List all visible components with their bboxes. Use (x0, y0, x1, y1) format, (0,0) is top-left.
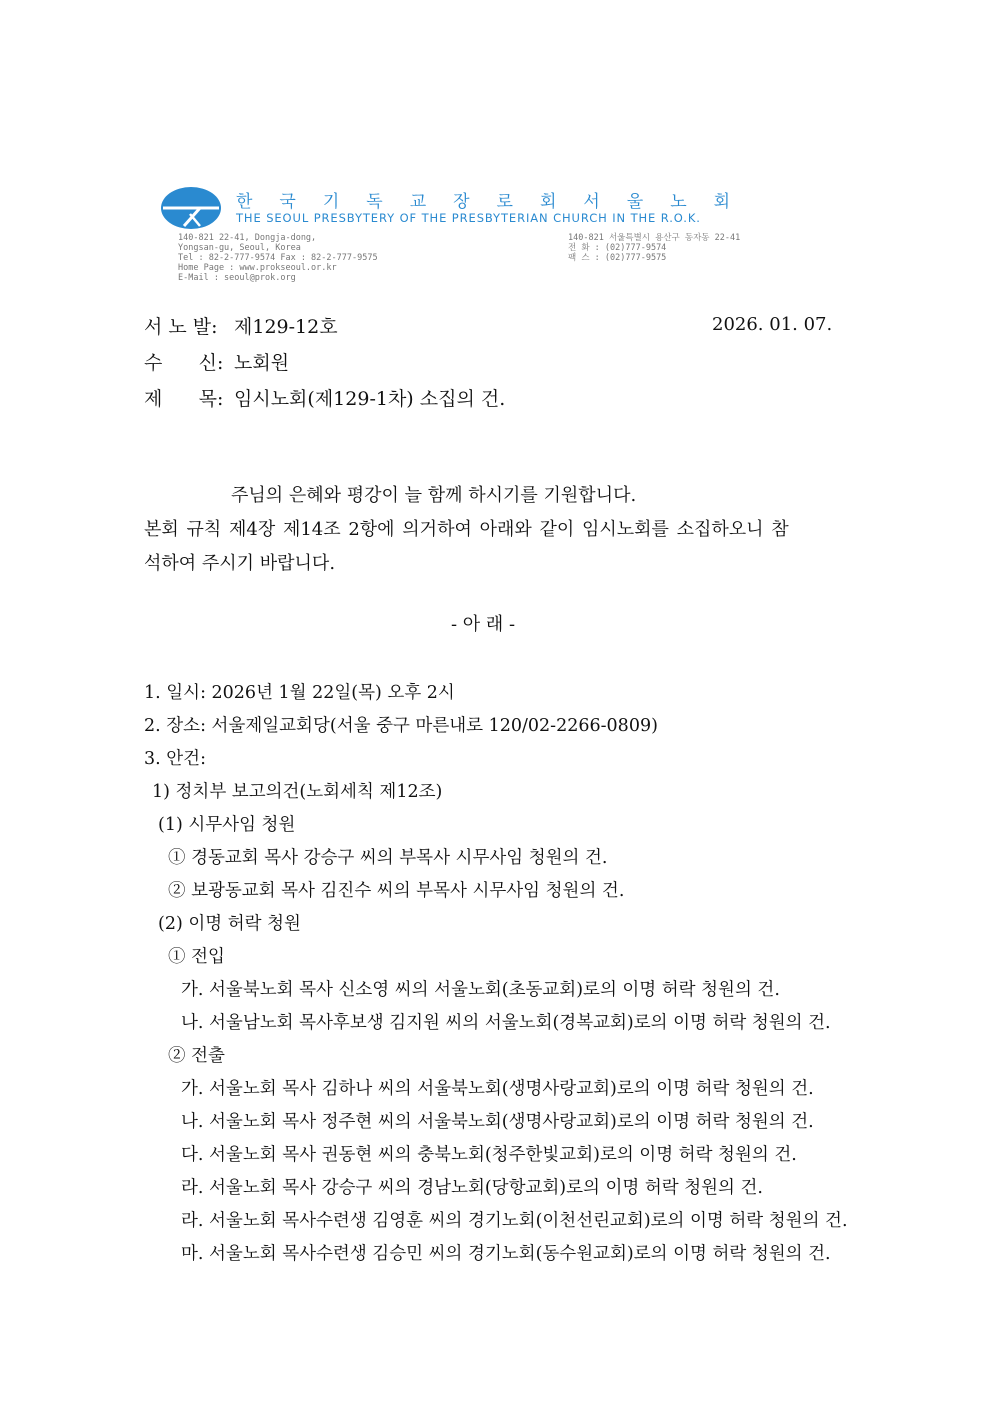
document-number-label: 서 노 발: (144, 316, 218, 338)
list-item: 1) 정치부 보고의건(노회세칙 제12조) (152, 782, 443, 802)
recipient-label: 수 신: (144, 352, 224, 374)
subject-line (144, 384, 505, 411)
list-item: 2. 장소: 서울제일교회당(서울 중구 마른내로 120/02-2266-0809) (144, 716, 658, 736)
body-line-1: 본회 규칙 제4장 제14조 2항에 의거하여 아래와 같이 임시노회를 소집하오니 참 (144, 519, 789, 540)
list-item: ② 전출 (168, 1046, 225, 1066)
address-line: 140-821 22-41, Dongja-dong, (178, 233, 317, 243)
address-line: 팩 스 : (02)777-9575 (568, 253, 667, 263)
list-item: 1. 일시: 2026년 1월 22일(목) 오후 2시 (144, 683, 455, 703)
list-item: ① 전입 (168, 947, 225, 967)
body-line-2: 석하여 주시기 바랍니다. (144, 553, 336, 574)
letterhead-address-korean (568, 233, 740, 263)
list-item: 라. 서울노회 목사수련생 김영훈 씨의 경기노회(이천선린교회)로의 이명 허락 청원의 건. (181, 1211, 848, 1231)
address-line: 전 화 : (02)777-9574 (568, 243, 667, 253)
list-item: 가. 서울북노회 목사 신소영 씨의 서울노회(초동교회)로의 이명 허락 청원의 건. (181, 980, 780, 1000)
list-item: (1) 시무사임 청원 (158, 815, 296, 835)
document-number: 제129-12호 (234, 316, 338, 338)
address-line: Yongsan-gu, Seoul, Korea (178, 243, 301, 253)
list-item: ② 보광동교회 목사 김진수 씨의 부목사 시무사임 청원의 건. (168, 881, 625, 901)
section-heading: - 아 래 - (451, 614, 516, 635)
subject: 임시노회(제129-1차) 소집의 건. (234, 388, 506, 410)
list-item: 가. 서울노회 목사 김하나 씨의 서울북노회(생명사랑교회)로의 이명 허락 청원의 건. (181, 1079, 814, 1099)
subject-label: 제 목: (144, 388, 224, 410)
address-line: 140-821 서울특별시 용산구 동자동 22-41 (568, 233, 741, 243)
recipient-line (144, 348, 289, 375)
address-line: Tel : 82-2-777-9574 Fax : 82-2-777-9575 (178, 253, 378, 263)
letterhead-english-title: THE SEOUL PRESBYTERY OF THE PRESBYTERIAN CHURCH IN THE R.O.K. (236, 211, 701, 225)
recipient: 노회원 (234, 352, 290, 374)
address-line: Home Page : www.prokseoul.or.kr (178, 263, 337, 273)
list-item: 마. 서울노회 목사수련생 김승민 씨의 경기노회(동수원교회)로의 이명 허락 청원의 건. (181, 1244, 831, 1264)
letterhead-korean-title: 한국기독교장로회서울노회 (236, 192, 758, 212)
document-date: 2026. 01. 07. (712, 314, 833, 335)
list-item: 3. 안건: (144, 749, 206, 769)
document-number-line (144, 312, 338, 339)
address-line: E-Mail : seoul@prok.org (178, 273, 296, 283)
letterhead-address-english (178, 233, 378, 283)
list-item: 나. 서울남노회 목사후보생 김지원 씨의 서울노회(경복교회)로의 이명 허락 청원의 건. (181, 1013, 831, 1033)
list-item: 라. 서울노회 목사 강승구 씨의 경남노회(당항교회)로의 이명 허락 청원의 건. (181, 1178, 763, 1198)
list-item: (2) 이명 허락 청원 (158, 914, 301, 934)
greeting: 주님의 은혜와 평강이 늘 함께 하시기를 기원합니다. (231, 485, 637, 506)
list-item: 다. 서울노회 목사 권동현 씨의 충북노회(청주한빛교회)로의 이명 허락 청원의 건. (181, 1145, 797, 1165)
list-item: ① 경동교회 목사 강승구 씨의 부목사 시무사임 청원의 건. (168, 848, 608, 868)
presbytery-logo-icon (160, 186, 222, 230)
list-item: 나. 서울노회 목사 정주현 씨의 서울북노회(생명사랑교회)로의 이명 허락 청원의 건. (181, 1112, 814, 1132)
